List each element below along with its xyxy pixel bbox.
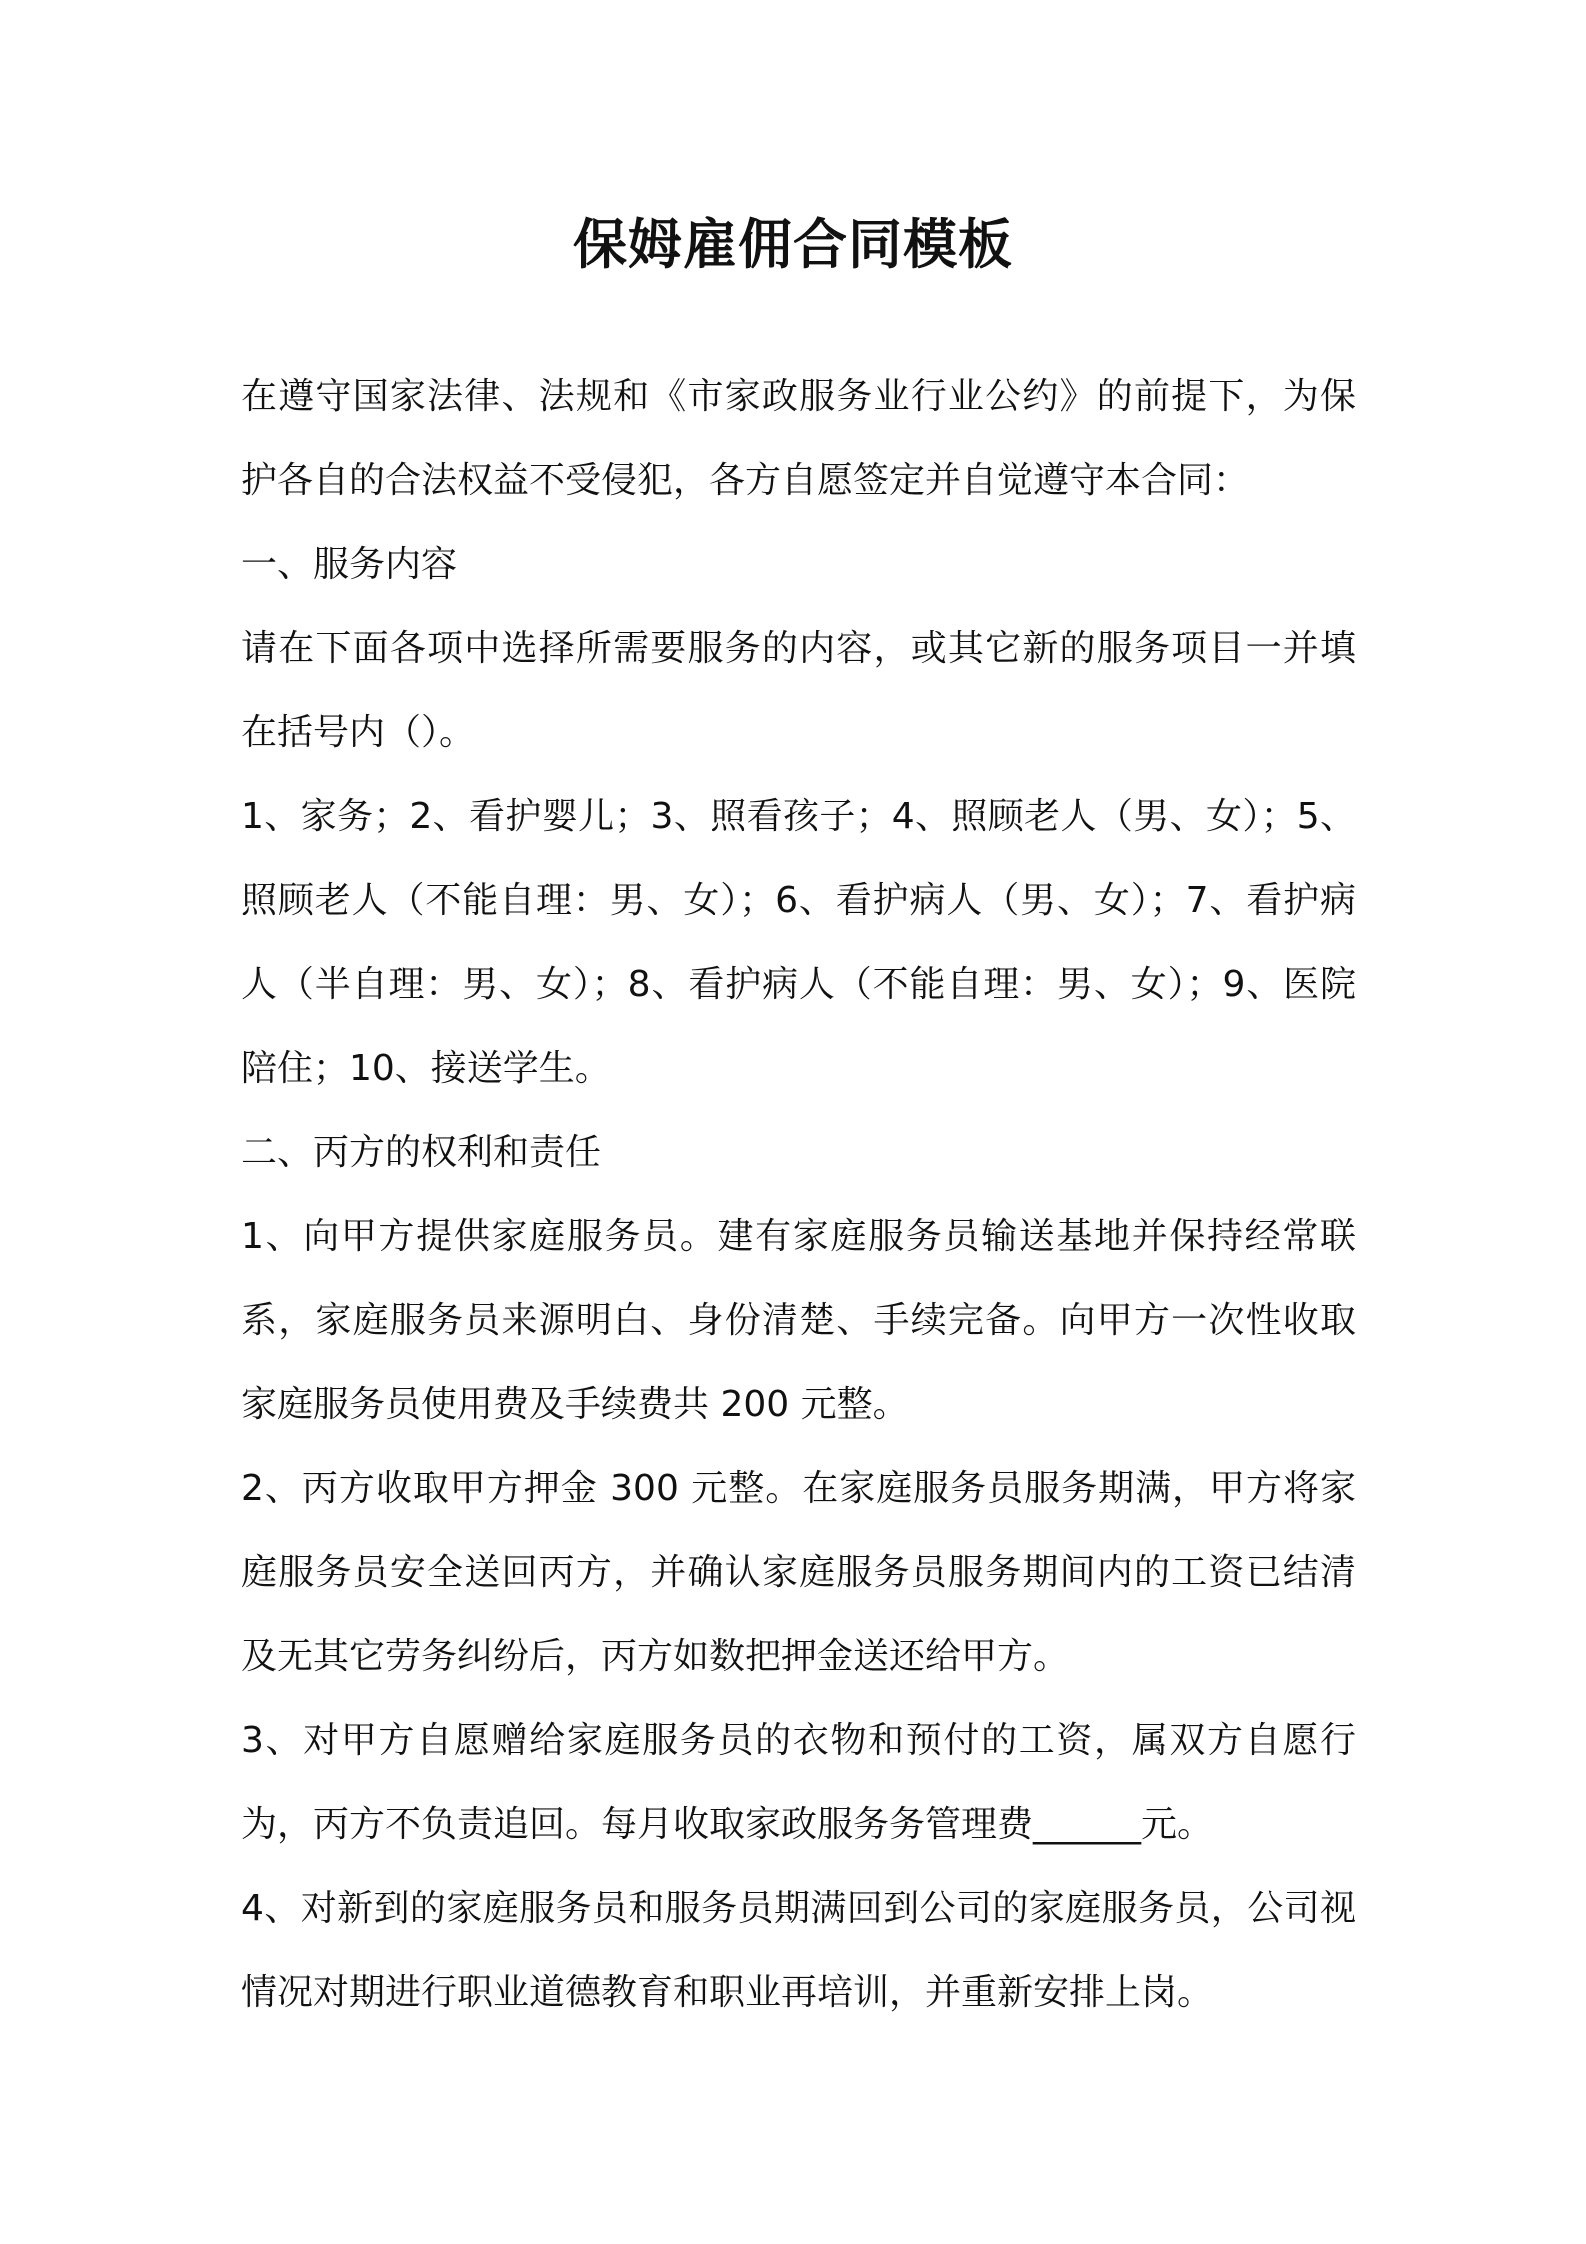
section-heading-service-content: 一、服务内容 — [241, 544, 458, 585]
service-selection-instruction: 请在下面各项中选择所需要服务的内容，或其它新的服务项目一并填在括号内（）。 — [241, 628, 1356, 753]
service-items-list: 1、家务；2、看护婴儿；3、照看孩子；4、照顾老人（男、女）；5、照顾老人（不能自理：男、女）；6、看护病人（男、女）；7、看护病人（半自理：男、女）；8、看护病人（不能自理：男、女）；9、医院陪住；10、接送学生。 — [241, 796, 1356, 1089]
clause-paragraph: 4、对新到的家庭服务员和服务员期满回到公司的家庭服务员，公司视情况对期进行职业道德教育和职业再培训，并重新安排上岗。 — [241, 1888, 1356, 2013]
clause-paragraph: 3、对甲方自愿赠给家庭服务员的衣物和预付的工资，属双方自愿行为，丙方不负责追回。每月收取家政服务务管理费______元。 — [241, 1720, 1356, 1845]
clause-paragraph: 2、丙方收取甲方押金 300 元整。在家庭服务员服务期满，甲方将家庭服务员安全送回丙方，并确认家庭服务员服务期间内的工资已结清及无其它劳务纠纷后，丙方如数把押金送还给甲方。 — [241, 1468, 1356, 1677]
preamble-paragraph: 在遵守国家法律、法规和《市家政服务业行业公约》的前提下，为保护各自的合法权益不受侵犯，各方自愿签定并自觉遵守本合同： — [241, 376, 1356, 501]
document-body — [241, 355, 1356, 2035]
document-title: 保姆雇佣合同模板 — [573, 213, 1013, 276]
section-heading-party-c-rights: 二、丙方的权利和责任 — [241, 1132, 602, 1173]
clause-paragraph: 1、向甲方提供家庭服务员。建有家庭服务员输送基地并保持经常联系，家庭服务员来源明白、身份清楚、手续完备。向甲方一次性收取家庭服务员使用费及手续费共 200 元整。 — [241, 1216, 1356, 1425]
